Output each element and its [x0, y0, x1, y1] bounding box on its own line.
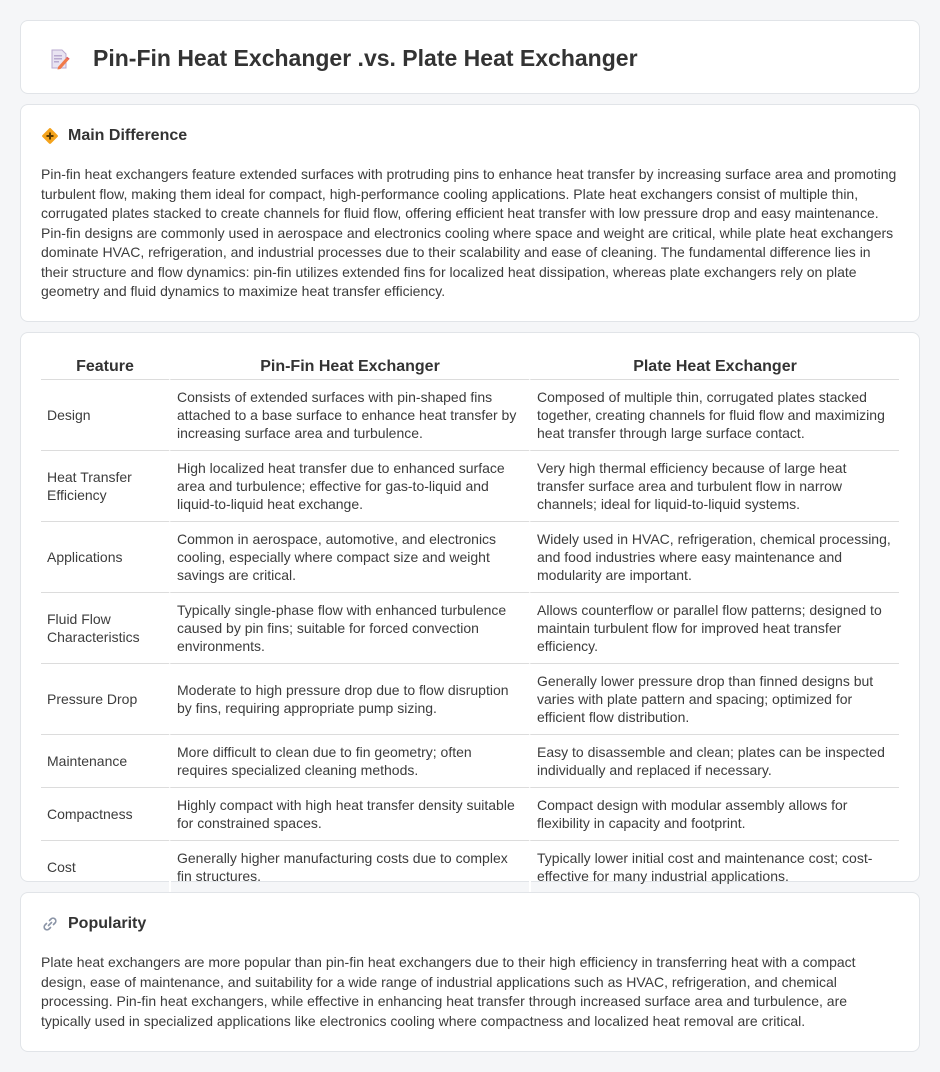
feature-cell: Cost [41, 841, 169, 894]
header-feature: Feature [41, 351, 169, 380]
table-row [41, 451, 899, 522]
header-card [20, 20, 920, 94]
pin-fin-cell: Highly compact with high heat transfer density suitable for constrained spaces. [169, 788, 529, 841]
table-row [41, 841, 899, 894]
main-difference-heading: Main Difference [68, 127, 188, 144]
feature-cell: Heat Transfer Efficiency [41, 451, 169, 522]
table-row [41, 522, 899, 593]
popularity-heading-row [41, 915, 146, 933]
table-row [41, 664, 899, 735]
pin-fin-cell: High localized heat transfer due to enhanced surface area and turbulence; effective for gas-to-liquid and liquid-to-liquid heat exchange. [169, 451, 529, 522]
pin-fin-cell: Common in aerospace, automotive, and electronics cooling, especially where compact size and weight savings are critical. [169, 522, 529, 593]
pin-fin-cell: Generally higher manufacturing costs due to complex fin structures. [169, 841, 529, 894]
feature-cell: Maintenance [41, 735, 169, 788]
document-pen-icon [47, 47, 71, 71]
plate-cell: Generally lower pressure drop than finned designs but varies with plate pattern and spacing; optimized for efficient flow distribution. [529, 664, 899, 735]
feature-cell: Design [41, 380, 169, 451]
popularity-card [20, 892, 920, 1052]
table-row [41, 788, 899, 841]
page-title: Pin-Fin Heat Exchanger .vs. Plate Heat Exchanger [93, 45, 638, 71]
plate-cell: Easy to disassemble and clean; plates can be inspected individually and replaced if necessary. [529, 735, 899, 788]
pin-fin-cell: Typically single-phase flow with enhanced turbulence caused by pin fins; suitable for forced convection environments. [169, 593, 529, 664]
plate-cell: Compact design with modular assembly allows for flexibility in capacity and footprint. [529, 788, 899, 841]
plate-cell: Very high thermal efficiency because of large heat transfer surface area and turbulent flow in narrow channels; ideal for liquid-to-liquid systems. [529, 451, 899, 522]
pin-fin-cell: More difficult to clean due to fin geometry; often requires specialized cleaning methods. [169, 735, 529, 788]
link-icon [41, 915, 59, 933]
feature-cell: Applications [41, 522, 169, 593]
plate-cell: Allows counterflow or parallel flow patterns; designed to maintain turbulent flow for improved heat transfer efficiency. [529, 593, 899, 664]
popularity-heading: Popularity [68, 915, 147, 932]
feature-cell: Compactness [41, 788, 169, 841]
table-row [41, 593, 899, 664]
comparison-table [41, 351, 899, 894]
main-difference-heading-row [41, 127, 187, 145]
header-plate: Plate Heat Exchanger [529, 351, 899, 380]
main-difference-text: Pin-fin heat exchangers feature extended surfaces with protruding pins to enhance heat transfer by increasing surface area and promoting turbulent flow, making them ideal for compact, high-performance cooling applications. Plate heat exchangers consist of multiple thin, corrugated plates stacked to create channels for fluid flow, offering efficient heat transfer with low pressure drop and easy maintenance. Pin-fin designs are commonly used in aerospace and electronics cooling where space and weight are critical, while plate heat exchangers dominate HVAC, refrigeration, and industrial processes due to their scalability and ease of cleaning. The fundamental difference lies in their structure and flow dynamics: pin-fin utilizes extended fins for localized heat dissipation, whereas plate exchangers rely on plate geometry and fluid dynamics to maximize heat transfer efficiency. [41, 166, 897, 299]
plate-cell: Widely used in HVAC, refrigeration, chemical processing, and food industries where easy maintenance and modularity are important. [529, 522, 899, 593]
feature-cell: Pressure Drop [41, 664, 169, 735]
table-row [41, 735, 899, 788]
main-difference-card [20, 104, 920, 322]
comparison-card [20, 332, 920, 882]
plate-cell: Composed of multiple thin, corrugated plates stacked together, creating channels for fluid flow and maximizing heat transfer through large surface contact. [529, 380, 899, 451]
pin-fin-cell: Moderate to high pressure drop due to flow disruption by fins, requiring appropriate pump sizing. [169, 664, 529, 735]
table-row [41, 380, 899, 451]
pin-fin-cell: Consists of extended surfaces with pin-shaped fins attached to a base surface to enhance heat transfer by increasing surface area and turbulence. [169, 380, 529, 451]
feature-cell: Fluid Flow Characteristics [41, 593, 169, 664]
popularity-text: Plate heat exchangers are more popular than pin-fin heat exchangers due to their high efficiency in transferring heat with a compact design, ease of maintenance, and suitability for a wide range of industrial applications such as HVAC, refrigeration, and chemical processing. Pin-fin heat exchangers, while effective in enhancing heat transfer through increased surface area and turbulence, are typically used in specialized applications like electronics cooling where compactness and localized heat removal are critical. [41, 954, 856, 1029]
diamond-sign-icon [41, 127, 59, 145]
table-header-row [41, 351, 899, 380]
plate-cell: Typically lower initial cost and maintenance cost; cost-effective for many industrial applications. [529, 841, 899, 894]
header-pin-fin: Pin-Fin Heat Exchanger [169, 351, 529, 380]
